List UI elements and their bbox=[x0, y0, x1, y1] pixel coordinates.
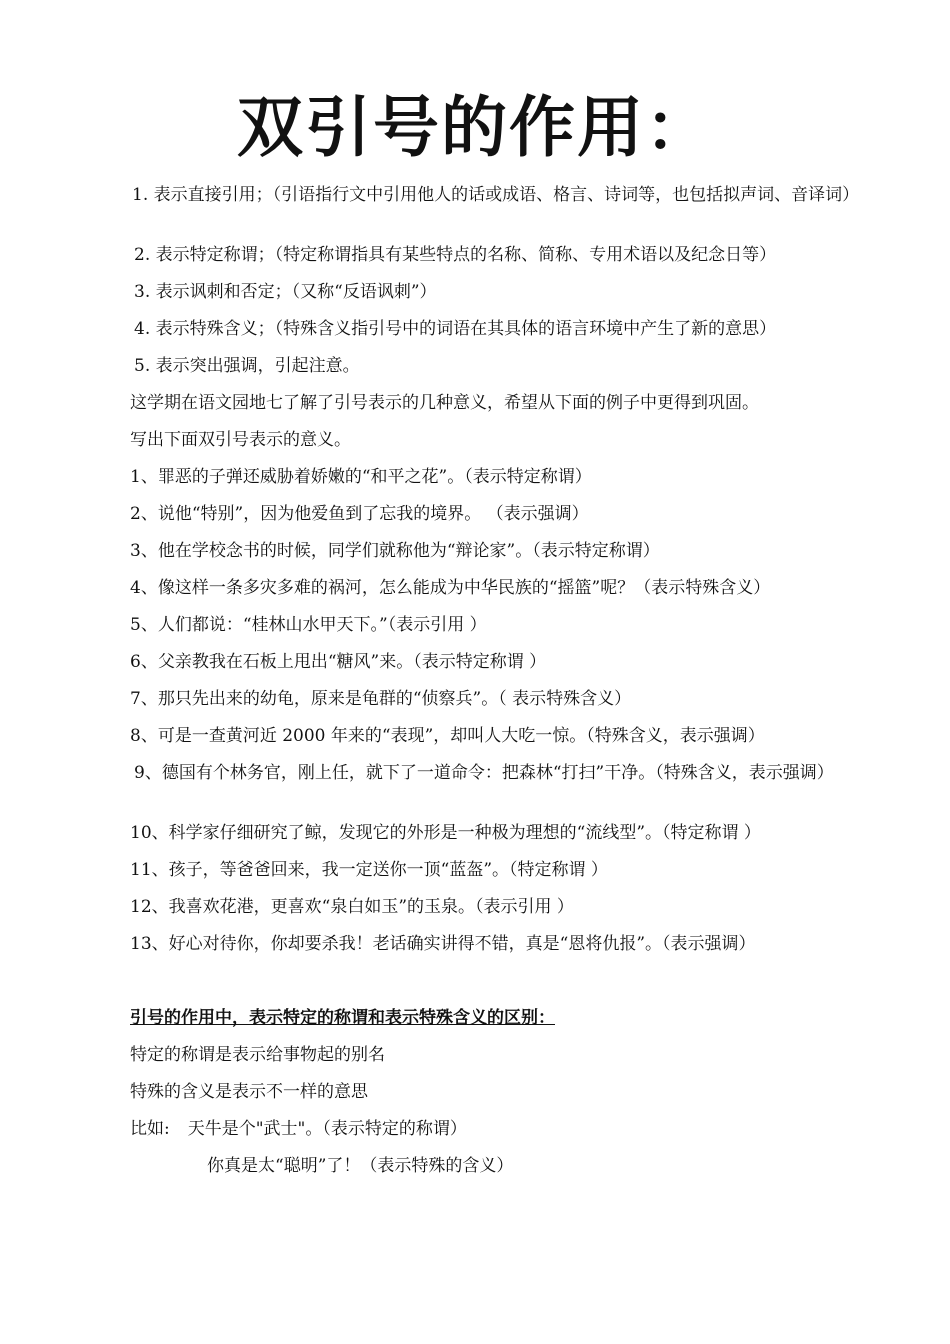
use-item-4: 4. 表示特殊含义；（特殊含义指引号中的词语在其具体的语言环境中产生了新的意思） bbox=[134, 319, 777, 339]
example-7: 7、那只先出来的幼龟，原来是龟群的“侦察兵”。（ 表示特殊含义） bbox=[130, 689, 632, 709]
distinction-heading: 引号的作用中，表示特定的称谓和表示特殊含义的区别： bbox=[130, 1008, 555, 1028]
example-13: 13、好心对待你，你却要杀我！老话确实讲得不错，真是“恩将仇报”。（表示强调） bbox=[130, 934, 756, 954]
distinction-line-2: 特殊的含义是表示不一样的意思 bbox=[130, 1082, 368, 1102]
example-9: 9、德国有个林务官，刚上任，就下了一道命令：把森林“打扫”干净。（特殊含义，表示强调） bbox=[134, 763, 834, 783]
page-title: 双引号的作用： bbox=[237, 89, 713, 166]
distinction-line-1: 特定的称谓是表示给事物起的别名 bbox=[130, 1045, 385, 1065]
example-6: 6、父亲教我在石板上甩出“糖风”来。（表示特定称谓 ） bbox=[130, 652, 547, 672]
example-5: 5、人们都说：“桂林山水甲天下。”（表示引用 ） bbox=[130, 615, 487, 635]
use-item-3: 3. 表示讽刺和否定；（又称“反语讽刺”） bbox=[134, 282, 437, 302]
example-10: 10、科学家仔细研究了鲸，发现它的外形是一种极为理想的“流线型”。（特定称谓 ） bbox=[130, 823, 761, 843]
distinction-example-1: 天牛是个"武士"。（表示特定的称谓） bbox=[187, 1119, 467, 1139]
use-item-1: 1. 表示直接引用；（引语指行文中引用他人的话或成语、格言、诗词等，也包括拟声词、音译词） bbox=[132, 185, 860, 205]
use-item-5: 5. 表示突出强调，引起注意。 bbox=[134, 356, 360, 376]
example-2: 2、说他“特别”，因为他爱鱼到了忘我的境界。 （表示强调） bbox=[130, 504, 589, 524]
example-3: 3、他在学校念书的时候，同学们就称他为“辩论家”。（表示特定称谓） bbox=[130, 541, 660, 561]
task-text: 写出下面双引号表示的意义。 bbox=[130, 430, 351, 450]
intro-text: 这学期在语文园地七了解了引号表示的几种意义，希望从下面的例子中更得到巩固。 bbox=[130, 393, 759, 413]
example-4: 4、像这样一条多灾多难的祸河，怎么能成为中华民族的“摇篮”呢？（表示特殊含义） bbox=[130, 578, 771, 598]
example-1: 1、罪恶的子弹还威胁着娇嫩的“和平之花”。（表示特定称谓） bbox=[130, 467, 592, 487]
example-8: 8、可是一查黄河近 2000 年来的“表现”，却叫人大吃一惊。（特殊含义，表示强调） bbox=[130, 726, 765, 746]
distinction-example-2: 你真是太“聪明”了！（表示特殊的含义） bbox=[207, 1156, 514, 1176]
example-11: 11、孩子，等爸爸回来，我一定送你一顶“蓝盔”。（特定称谓 ） bbox=[130, 860, 608, 880]
distinction-example-row bbox=[130, 1116, 910, 1142]
use-item-2: 2. 表示特定称谓；（特定称谓指具有某些特点的名称、简称、专用术语以及纪念日等） bbox=[134, 245, 777, 265]
example-12: 12、我喜欢花港，更喜欢“泉白如玉”的玉泉。（表示引用 ） bbox=[130, 897, 574, 917]
example-label: 比如: bbox=[130, 1119, 170, 1139]
